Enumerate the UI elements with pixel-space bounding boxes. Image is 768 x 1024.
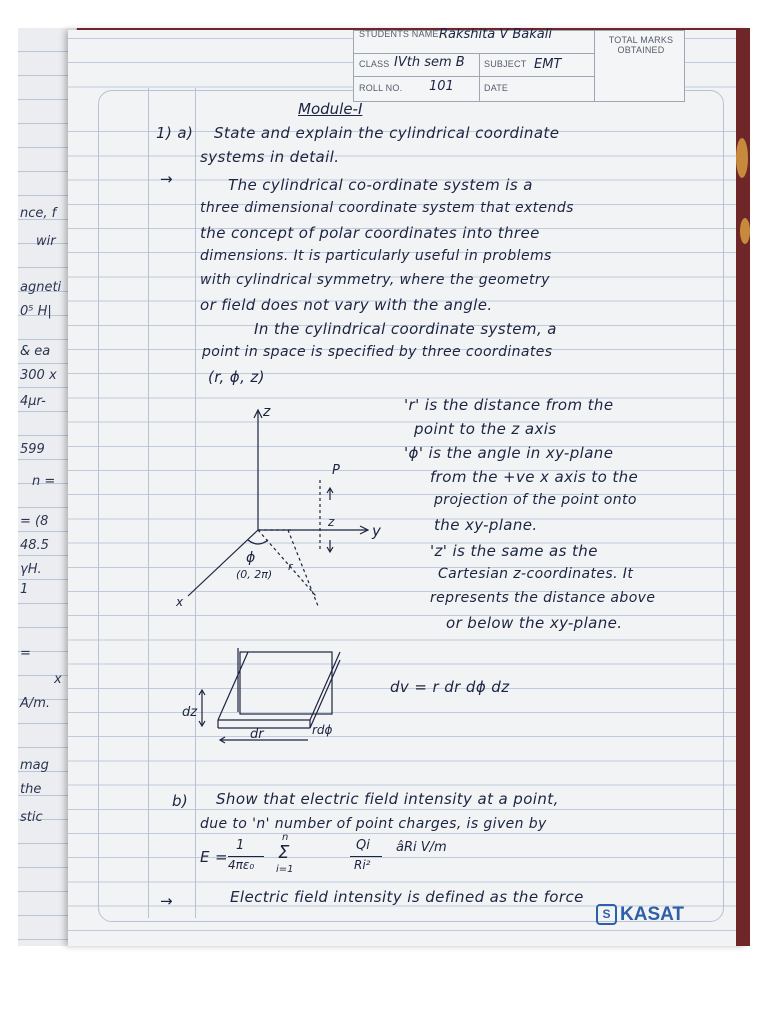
volume-element-back: [240, 652, 332, 714]
definition-line: represents the distance above: [430, 590, 656, 606]
kasat-logo: [596, 904, 684, 926]
left-fragment: wir: [36, 234, 56, 249]
arrow-icon: →: [160, 892, 173, 910]
notebook-page: [68, 27, 748, 946]
r-label: r: [288, 560, 293, 573]
left-fragment: 1: [20, 582, 29, 597]
question-number: b): [172, 792, 189, 810]
roll-value: 101: [429, 79, 454, 94]
left-fragment: γH.: [20, 562, 42, 577]
left-fragment: stic: [20, 810, 43, 825]
definition-line: 'r' is the distance from the: [404, 396, 614, 414]
phi-label: ϕ: [246, 550, 256, 566]
roll-label: ROLL NO.: [359, 83, 403, 93]
left-fragment: x: [54, 672, 62, 687]
electric-field-formula: [200, 832, 600, 882]
arrow-icon: →: [160, 170, 173, 188]
definition-line: 'z' is the same as the: [430, 542, 598, 560]
formula-unit-vector: âRi V/m: [396, 840, 447, 855]
formula-denominator: 4πε₀: [228, 858, 255, 872]
left-fragment: 0⁵ H|: [20, 304, 52, 319]
text-line: The cylindrical co-ordinate system is a: [228, 176, 533, 194]
subject-label: SUBJECT: [484, 59, 527, 69]
left-fragment: =: [20, 646, 31, 661]
fabric-pattern: [736, 138, 748, 178]
formula-charge: Qi: [356, 838, 370, 853]
z-axis-label: z: [263, 404, 271, 420]
sum-symbol: Σ: [278, 842, 290, 863]
phi-arc: [248, 540, 268, 544]
left-fragment: 48.5: [20, 538, 49, 553]
y-axis-label: y: [372, 522, 381, 540]
text-line: Electric field intensity is defined as the force: [230, 888, 584, 906]
brand-name: KASAT: [620, 904, 685, 925]
definition-line: from the +ve x axis to the: [430, 468, 639, 486]
definition-line: 'ϕ' is the angle in xy-plane: [404, 444, 614, 462]
text-line: dimensions. It is particularly useful in problems: [200, 248, 552, 264]
left-fragment: A/m.: [20, 696, 51, 711]
phi-range-label: (0, 2π): [236, 568, 273, 581]
text-line: Show that electric field intensity at a point,: [216, 790, 559, 808]
kasat-logo-icon: S: [596, 904, 617, 925]
cylindrical-coordinate-diagram: [168, 400, 428, 742]
dr-label: dr: [250, 727, 264, 742]
left-fragment: nce, f: [20, 206, 57, 221]
total-marks-label: TOTAL MARKS OBTAINED: [608, 35, 674, 55]
fabric-pattern: [740, 218, 750, 244]
formula-numerator: 1: [236, 838, 245, 853]
sum-upper-limit: n: [282, 832, 289, 843]
left-fragment: 300 x: [20, 368, 57, 383]
x-axis-label: x: [176, 595, 184, 609]
text-line: the concept of polar coordinates into three: [200, 224, 540, 242]
left-fragment: the: [20, 782, 42, 797]
text-line: three dimensional coordinate system that extends: [200, 200, 574, 216]
text-line: point in space is specified by three coordinates: [202, 344, 553, 360]
text-line: systems in detail.: [200, 148, 340, 166]
definition-line: point to the z axis: [414, 420, 557, 438]
student-header-box: [353, 27, 685, 102]
dz-label: dz: [182, 705, 198, 720]
z-height-label: z: [328, 515, 335, 529]
module-title: Module-I: [298, 100, 363, 118]
margin-line: [148, 88, 149, 918]
text-line: due to 'n' number of point charges, is given by: [200, 816, 547, 832]
point-p-label: P: [332, 463, 340, 478]
left-fragment: & ea: [20, 344, 51, 359]
formula-e: E =: [200, 848, 229, 866]
class-value: IVth sem B: [394, 55, 465, 70]
sum-lower-limit: i=1: [276, 864, 294, 875]
definition-line: or below the xy-plane.: [446, 614, 623, 632]
subject-value: EMT: [534, 57, 562, 72]
left-fragment: 4μr-: [20, 394, 46, 409]
class-label: CLASS: [359, 59, 390, 69]
definition-line: the xy-plane.: [434, 516, 538, 534]
left-fragment: n =: [32, 474, 56, 489]
volume-formula: dv = r dr dϕ dz: [390, 678, 510, 696]
definition-line: projection of the point onto: [434, 492, 637, 508]
scanned-notebook-photo: [18, 28, 750, 946]
left-fragment: 599: [20, 442, 45, 457]
rdphi-label: rdϕ: [312, 723, 333, 737]
text-line: or field does not vary with the angle.: [200, 296, 493, 314]
text-line: (r, ϕ, z): [208, 368, 265, 386]
text-line: State and explain the cylindrical coordinate: [214, 124, 560, 142]
student-name: Rakshita V Bakali: [439, 27, 552, 42]
formula-distance-squared: Ri²: [354, 858, 371, 872]
left-fragment: mag: [20, 758, 49, 773]
name-label: STUDENTS NAME: [359, 29, 439, 39]
r-projection-line: [258, 530, 316, 596]
definition-line: Cartesian z-coordinates. It: [438, 566, 634, 582]
text-line: with cylindrical symmetry, where the geometry: [200, 272, 550, 288]
left-fragment: = (8: [20, 514, 49, 529]
text-line: In the cylindrical coordinate system, a: [254, 320, 557, 338]
date-label: DATE: [484, 83, 509, 93]
left-fragment: agneti: [20, 280, 62, 295]
question-number: 1) a): [156, 124, 194, 142]
